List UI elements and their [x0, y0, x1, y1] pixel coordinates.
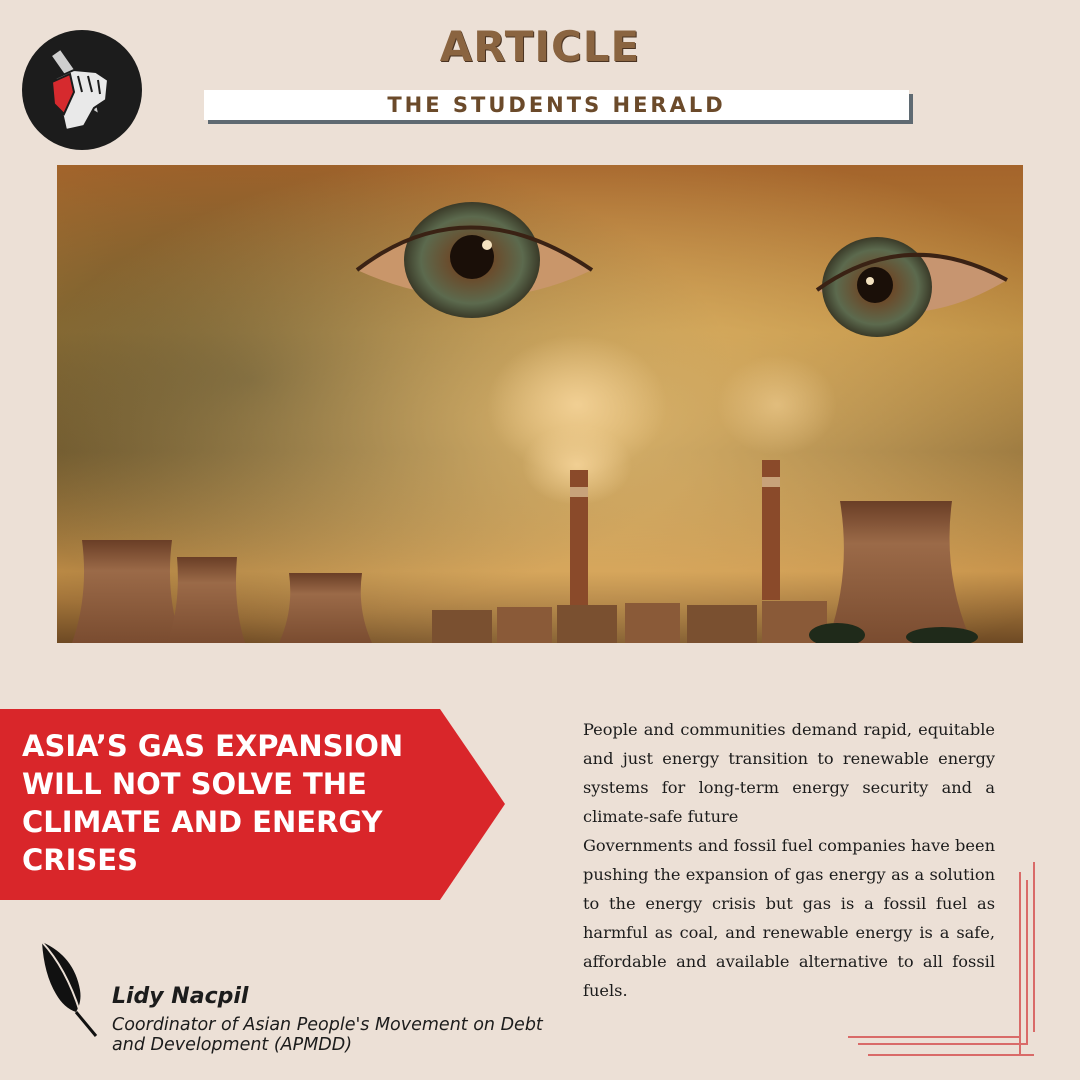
headline-banner [0, 709, 505, 900]
author-name: Lidy Nacpil [112, 984, 249, 1009]
body-paragraph-2: Governments and fossil fuel companies have been pushing the expansion of gas energy as a solution to the energy crisis but gas is a fossil fuel as harmful as coal, and renewable energy is a safe, affordable and available alternative to all fossil fuels. [583, 836, 995, 1000]
author-role: Coordinator of Asian People's Movement on Debt and Development (APMDD) [112, 1015, 543, 1055]
eyes-over-power-plant-image [57, 165, 1023, 643]
publication-name: THE STUDENTS HERALD [387, 93, 726, 117]
headline: ASIA’S GAS EXPANSION WILL NOT SOLVE THE CLIMATE AND ENERGY CRISES [22, 729, 404, 877]
section-title: ARTICLE [439, 22, 641, 71]
hero-image [57, 165, 1023, 643]
quill-icon [36, 938, 108, 1038]
decorative-lines [840, 860, 1040, 1060]
body-paragraph-1: People and communities demand rapid, equitable and just energy transition to renewable energy systems for long-term energy security and a climate-safe future [583, 720, 995, 826]
publication-banner [204, 90, 909, 120]
